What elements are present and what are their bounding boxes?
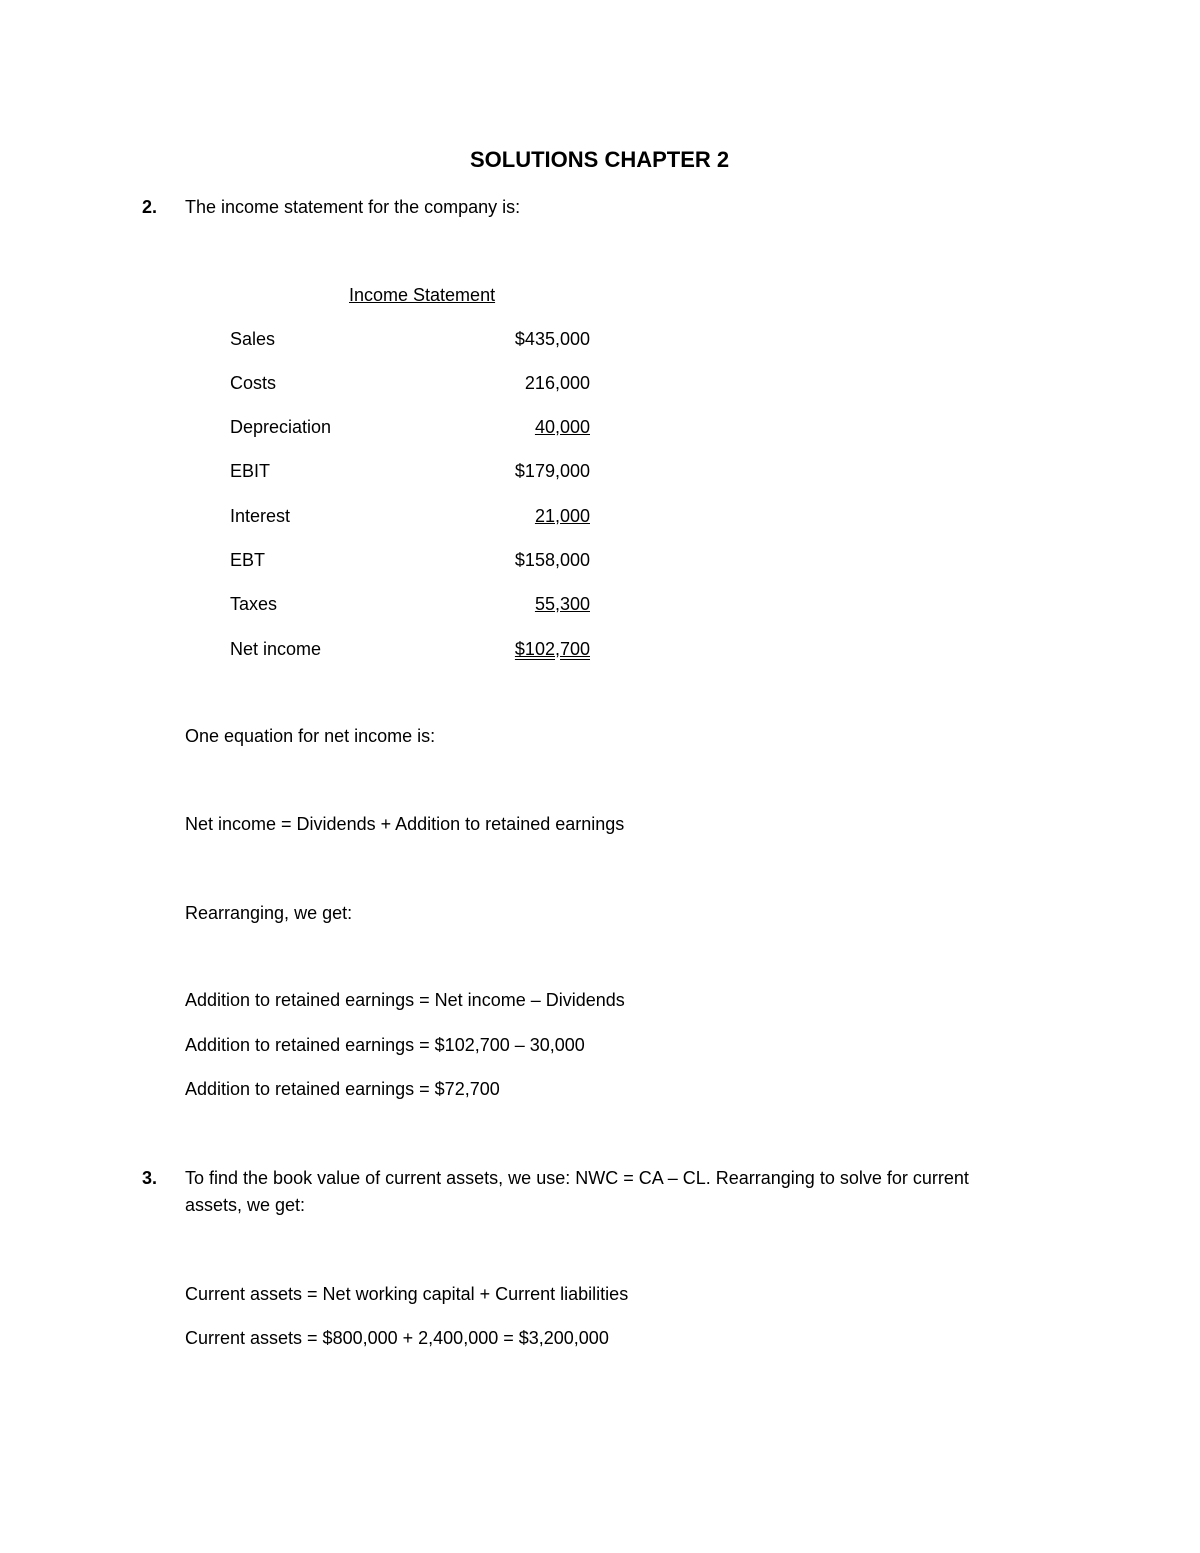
row-value-depreciation-text: 40,000 [534,417,590,437]
problem-2-number: 2. [142,197,158,217]
row-value-net-income [440,638,590,660]
problem-3-number: 3. [142,1168,158,1188]
row-value-taxes-text: 55,300 [534,594,590,614]
row-label-interest: Interest [230,506,291,526]
row-label-ebit: EBIT [230,461,271,481]
page-title: SOLUTIONS CHAPTER 2 [470,147,730,172]
row-value-costs: 216,000 [524,373,590,393]
equation-retained-1: Addition to retained earnings = Net income – Dividends [185,990,625,1010]
row-label-taxes: Taxes [230,594,278,614]
row-value-sales: $435,000 [514,329,590,349]
equation-net-income: Net income = Dividends + Addition to retained earnings [185,814,625,834]
row-value-ebt: $158,000 [514,550,590,570]
equation-intro: One equation for net income is: [185,726,436,746]
row-label-ebt: EBT [230,550,266,570]
row-value-depreciation [440,416,590,438]
equation-current-assets-1: Current assets = Net working capital + Current liabilities [185,1284,629,1304]
row-label-depreciation: Depreciation [230,417,332,437]
row-value-ebit: $179,000 [514,461,590,481]
row-value-interest-text: 21,000 [534,506,590,526]
row-value-interest [440,505,590,527]
row-value-taxes [440,593,590,615]
problem-3-line-1: To find the book value of current assets, we use: NWC = CA – CL. Rearranging to solve for current [185,1168,969,1188]
row-label-sales: Sales [230,329,276,349]
equation-retained-2: Addition to retained earnings = $102,700 – 30,000 [185,1035,585,1055]
problem-3-line-2: assets, we get: [185,1195,306,1215]
problem-2-intro: The income statement for the company is: [185,197,521,217]
equation-current-assets-2: Current assets = $800,000 + 2,400,000 = $3,200,000 [185,1328,609,1348]
equation-retained-3: Addition to retained earnings = $72,700 [185,1079,500,1099]
row-label-costs: Costs [230,373,277,393]
income-statement-heading: Income Statement [349,285,496,305]
row-value-net-income-text: $102,700 [514,639,590,659]
rearranging-text: Rearranging, we get: [185,903,353,923]
row-label-net-income: Net income [230,639,322,659]
